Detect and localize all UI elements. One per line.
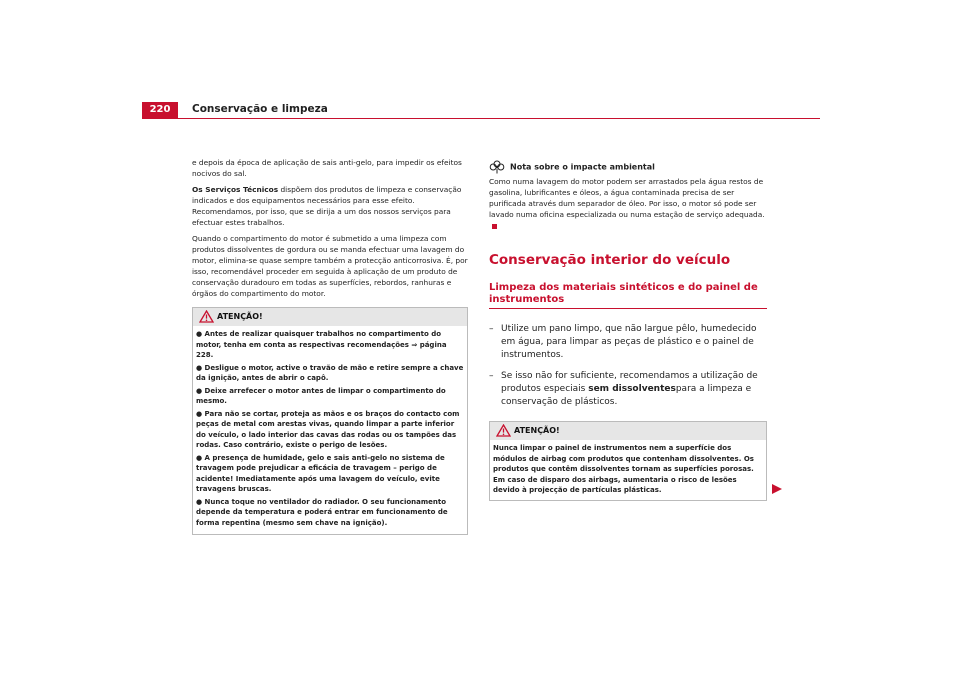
instruction-emphasis: sem dissolventes bbox=[588, 384, 676, 394]
warning-triangle-icon bbox=[496, 424, 511, 437]
bullet-icon: ● bbox=[196, 363, 203, 372]
warning-body bbox=[193, 326, 467, 534]
environment-note-body: Como numa lavagem do motor podem ser arrastados pela água restos de gasolina, lubrificantes e óleos, a água contaminada precisa de ser purificada através dum separador de óleo. Por isso, o motor só pode ser lavado numa oficina especializada ou numa estação de serviço adequada. bbox=[489, 177, 765, 219]
section-title: Conservação interior do veículo bbox=[489, 252, 731, 268]
environment-flower-icon bbox=[489, 160, 505, 174]
running-title: Conservação e limpeza bbox=[192, 103, 328, 115]
warning-item bbox=[196, 453, 464, 495]
bullet-icon: ● bbox=[196, 453, 203, 462]
warning-box-engine bbox=[192, 307, 468, 535]
warning-item-text: Antes de realizar quaisquer trabalhos no compartimento do motor, tenha em conta as respectivas recomendações ⇒ página 228. bbox=[196, 330, 447, 359]
warning-item bbox=[196, 363, 464, 384]
bullet-icon: ● bbox=[196, 409, 203, 418]
environment-note-text bbox=[489, 176, 767, 231]
warning-item-text: Nunca toque no ventilador do radiador. O seu funcionamento depende da temperatura e poderá entrar em funcionamento de forma repentina (mesmo sem chave na ignição). bbox=[196, 497, 448, 527]
warning-item-text: Desligue o motor, active o travão de mão e retire sempre a chave da ignição, antes de abrir o capô. bbox=[196, 363, 464, 382]
term-servicos: Os Serviços Técnicos bbox=[192, 185, 279, 194]
warning-header bbox=[193, 308, 467, 326]
warning-item-text: A presença de humidade, gelo e sais anti-gelo no sistema de travagem pode prejudicar a eficácia de travagem – perigo de acidente! Imediatamente após uma lavagem do veículo, evite travagens bruscas. bbox=[196, 453, 445, 493]
instruction-item bbox=[489, 370, 767, 409]
warning-label: ATENÇÃO! bbox=[217, 312, 263, 321]
bullet-icon: ● bbox=[196, 386, 203, 395]
warning-header bbox=[490, 422, 766, 440]
instruction-text bbox=[501, 370, 767, 409]
paragraph-services-text: dispõem dos produtos de limpeza e conservação indicados e dos equipamentos necessários para esse efeito. Recomendamos, por isso, que se dirija a um dos nossos serviços para efectuar estes trabalhos. bbox=[192, 185, 462, 227]
warning-item bbox=[196, 497, 464, 529]
paragraph-services bbox=[192, 184, 468, 228]
warning-label: ATENÇÃO! bbox=[514, 426, 560, 435]
environment-note-title: Nota sobre o impacte ambiental bbox=[510, 162, 655, 172]
instruction-text-part: Se isso não for suficiente, recomendamos a utilização de produtos especiais bbox=[501, 371, 758, 394]
bullet-icon: ● bbox=[196, 330, 203, 338]
subsection-title: Limpeza dos materiais sintéticos e do painel de instrumentos bbox=[489, 282, 767, 309]
dash-marker: – bbox=[489, 324, 494, 334]
warning-triangle-icon bbox=[199, 310, 214, 323]
left-column bbox=[192, 157, 468, 535]
instruction-item bbox=[489, 323, 767, 362]
warning-box-airbag bbox=[489, 421, 767, 501]
environment-note-header bbox=[489, 160, 767, 174]
warning-item bbox=[196, 329, 464, 361]
bullet-icon: ● bbox=[196, 497, 203, 506]
warning-item-text: Para não se cortar, proteja as mãos e os braços do contacto com peças de metal com arestas vivas, quando limpar a parte inferior do veículo, o lado interior das cavas das rodas ou os tampões das rodas. Caso contrário, existe o perigo de lesões. bbox=[196, 409, 460, 449]
dash-marker: – bbox=[489, 371, 494, 381]
paragraph-salt: e depois da época de aplicação de sais anti-gelo, para impedir os efeitos nocivos do sal. bbox=[192, 158, 462, 178]
warning-item bbox=[196, 386, 464, 407]
warning-item-text: Deixe arrefecer o motor antes de limpar o compartimento do mesmo. bbox=[196, 386, 446, 405]
instruction-text-part: para a limpeza e conservação de plásticos. bbox=[501, 384, 752, 407]
continue-arrow-icon bbox=[771, 483, 783, 495]
page-number: 220 bbox=[142, 102, 178, 118]
paragraph-engine-cleaning: Quando o compartimento do motor é submetido a uma limpeza com produtos dissolventes de gordura ou se manda efectuar uma lavagem do motor, elimina-se quase sempre também a protecção anticorrosiva. É, por isso, recomendável proceder em seguida à aplicação de um produto de conservação duradouro em todas as superfícies, rebordos, ranhuras e órgãos do compartimento do motor. bbox=[192, 234, 468, 298]
header-rule bbox=[142, 118, 820, 119]
right-column bbox=[489, 160, 767, 501]
warning-body: Nunca limpar o painel de instrumentos nem a superfície dos módulos de airbag com produtos que contenham dissolventes. Os produtos que contêm dissolventes tornam as superfícies porosas. Em caso de disparo dos airbags, aumentaria o risco de lesões devido à projecção de partículas plásticas. bbox=[493, 444, 754, 494]
warning-item bbox=[196, 409, 464, 451]
end-of-section-marker bbox=[492, 224, 497, 229]
instruction-text: Utilize um pano limpo, que não largue pêlo, humedecido em água, para limpar as peças de plástico e o painel de instrumentos. bbox=[501, 324, 757, 360]
